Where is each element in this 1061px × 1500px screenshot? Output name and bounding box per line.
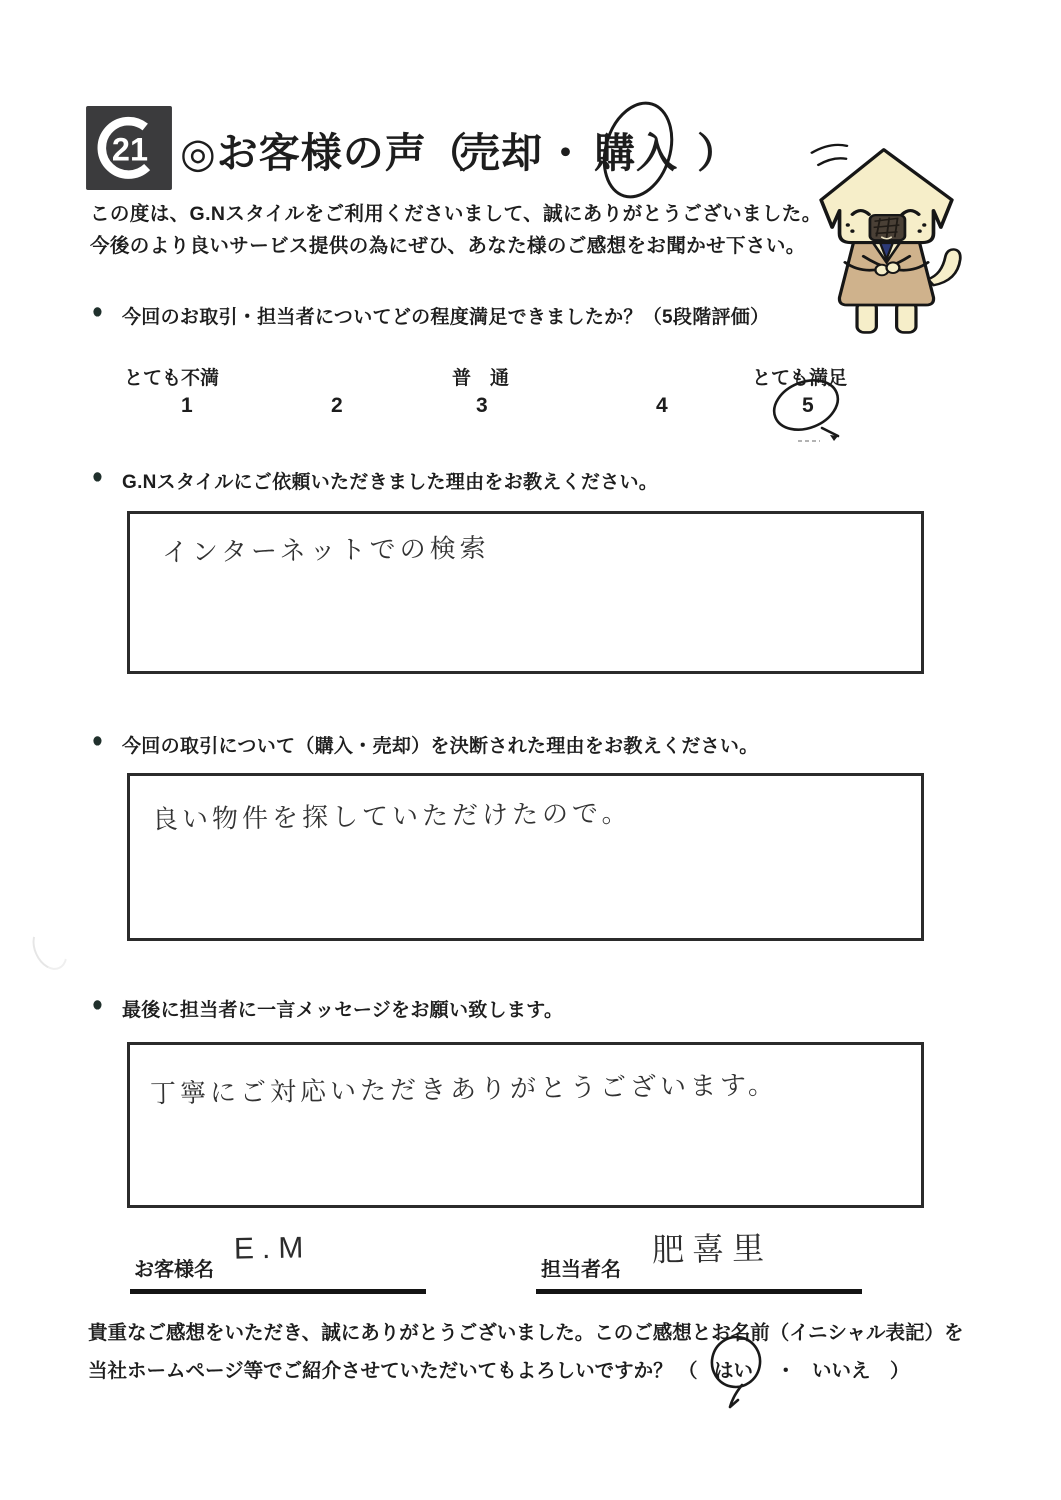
title-paren-open: （ <box>426 130 468 176</box>
footer-paren-close: ） <box>890 1360 910 1382</box>
rating-value-1: 1 <box>181 394 193 417</box>
rating-value-3: 3 <box>476 394 488 417</box>
option-buy: 購入 <box>594 130 678 176</box>
title-paren-close: ） <box>697 130 739 176</box>
footer-line-2: 当社ホームページ等でご紹介させていただいてもよろしいですか？ <box>88 1360 673 1382</box>
bowing-dog-mascot <box>799 139 974 337</box>
rating-question: 今回のお取引・担当者についてどの程度満足できましたか？（5段階評価） <box>122 307 770 328</box>
rating-value-2: 2 <box>331 394 343 417</box>
title-separator: ・ <box>545 130 587 176</box>
agent-name-label: 担当者名 <box>541 1259 621 1281</box>
option-sell: 売却 <box>459 130 543 176</box>
rating-label-mid: 普 通 <box>452 368 510 389</box>
question-reason-choose: G.Nスタイルにご依頼いただきました理由をお教えください。 <box>122 472 659 493</box>
bullet-icon: ● <box>91 463 104 488</box>
question-reason-decide: 今回の取引について（購入・売却）を決断された理由をお教えください。 <box>122 736 759 757</box>
handwritten-answer: 丁寧にご対応いただきありがとうございます。 <box>149 1069 779 1109</box>
handwritten-answer: 良い物件を探していただけたので。 <box>151 797 632 835</box>
answer-box-message <box>127 1042 924 1208</box>
agent-name-handwritten: 肥喜里 <box>651 1229 773 1269</box>
option-no: いいえ <box>812 1360 871 1382</box>
customer-name-label: お客様名 <box>134 1259 214 1281</box>
option-yes: はい <box>714 1360 754 1382</box>
bullet-icon: ● <box>91 298 104 323</box>
scan-artifact <box>26 920 74 975</box>
bullet-icon: ● <box>91 727 104 752</box>
footer-line-1: 貴重なご感想をいただき、誠にありがとうございました。このご感想とお名前（イニシャル表記）を <box>88 1322 964 1344</box>
answer-box-reason-decide <box>127 773 924 941</box>
century21-logo-icon <box>86 106 172 190</box>
question-message: 最後に担当者に一言メッセージをお願い致します。 <box>122 1000 564 1021</box>
footer-separator: ・ <box>776 1360 796 1382</box>
customer-name-underline <box>130 1289 426 1294</box>
svg-text:21: 21 <box>111 131 149 168</box>
answer-box-reason-choose <box>127 511 924 674</box>
rating-label-low: とても不満 <box>124 368 220 389</box>
agent-name-underline <box>536 1289 862 1294</box>
intro-line-2: 今後のより良いサービス提供の為にぜひ、あなた様のご感想をお聞かせ下さい。 <box>90 235 806 257</box>
customer-name-handwritten: E.M <box>233 1231 312 1266</box>
rating-label-high: とても満足 <box>752 368 848 389</box>
handwritten-answer: インターネットでの検索 <box>161 532 490 568</box>
intro-line-1: この度は、G.Nスタイルをご利用くださいまして、誠にありがとうございました。 <box>90 203 822 225</box>
footer-paren-open: （ <box>678 1360 698 1382</box>
rating-value-5: 5 <box>802 394 814 417</box>
page-title: ◎お客様の声 <box>180 130 427 176</box>
bullet-icon: ● <box>91 991 104 1016</box>
rating-value-4: 4 <box>656 394 668 417</box>
